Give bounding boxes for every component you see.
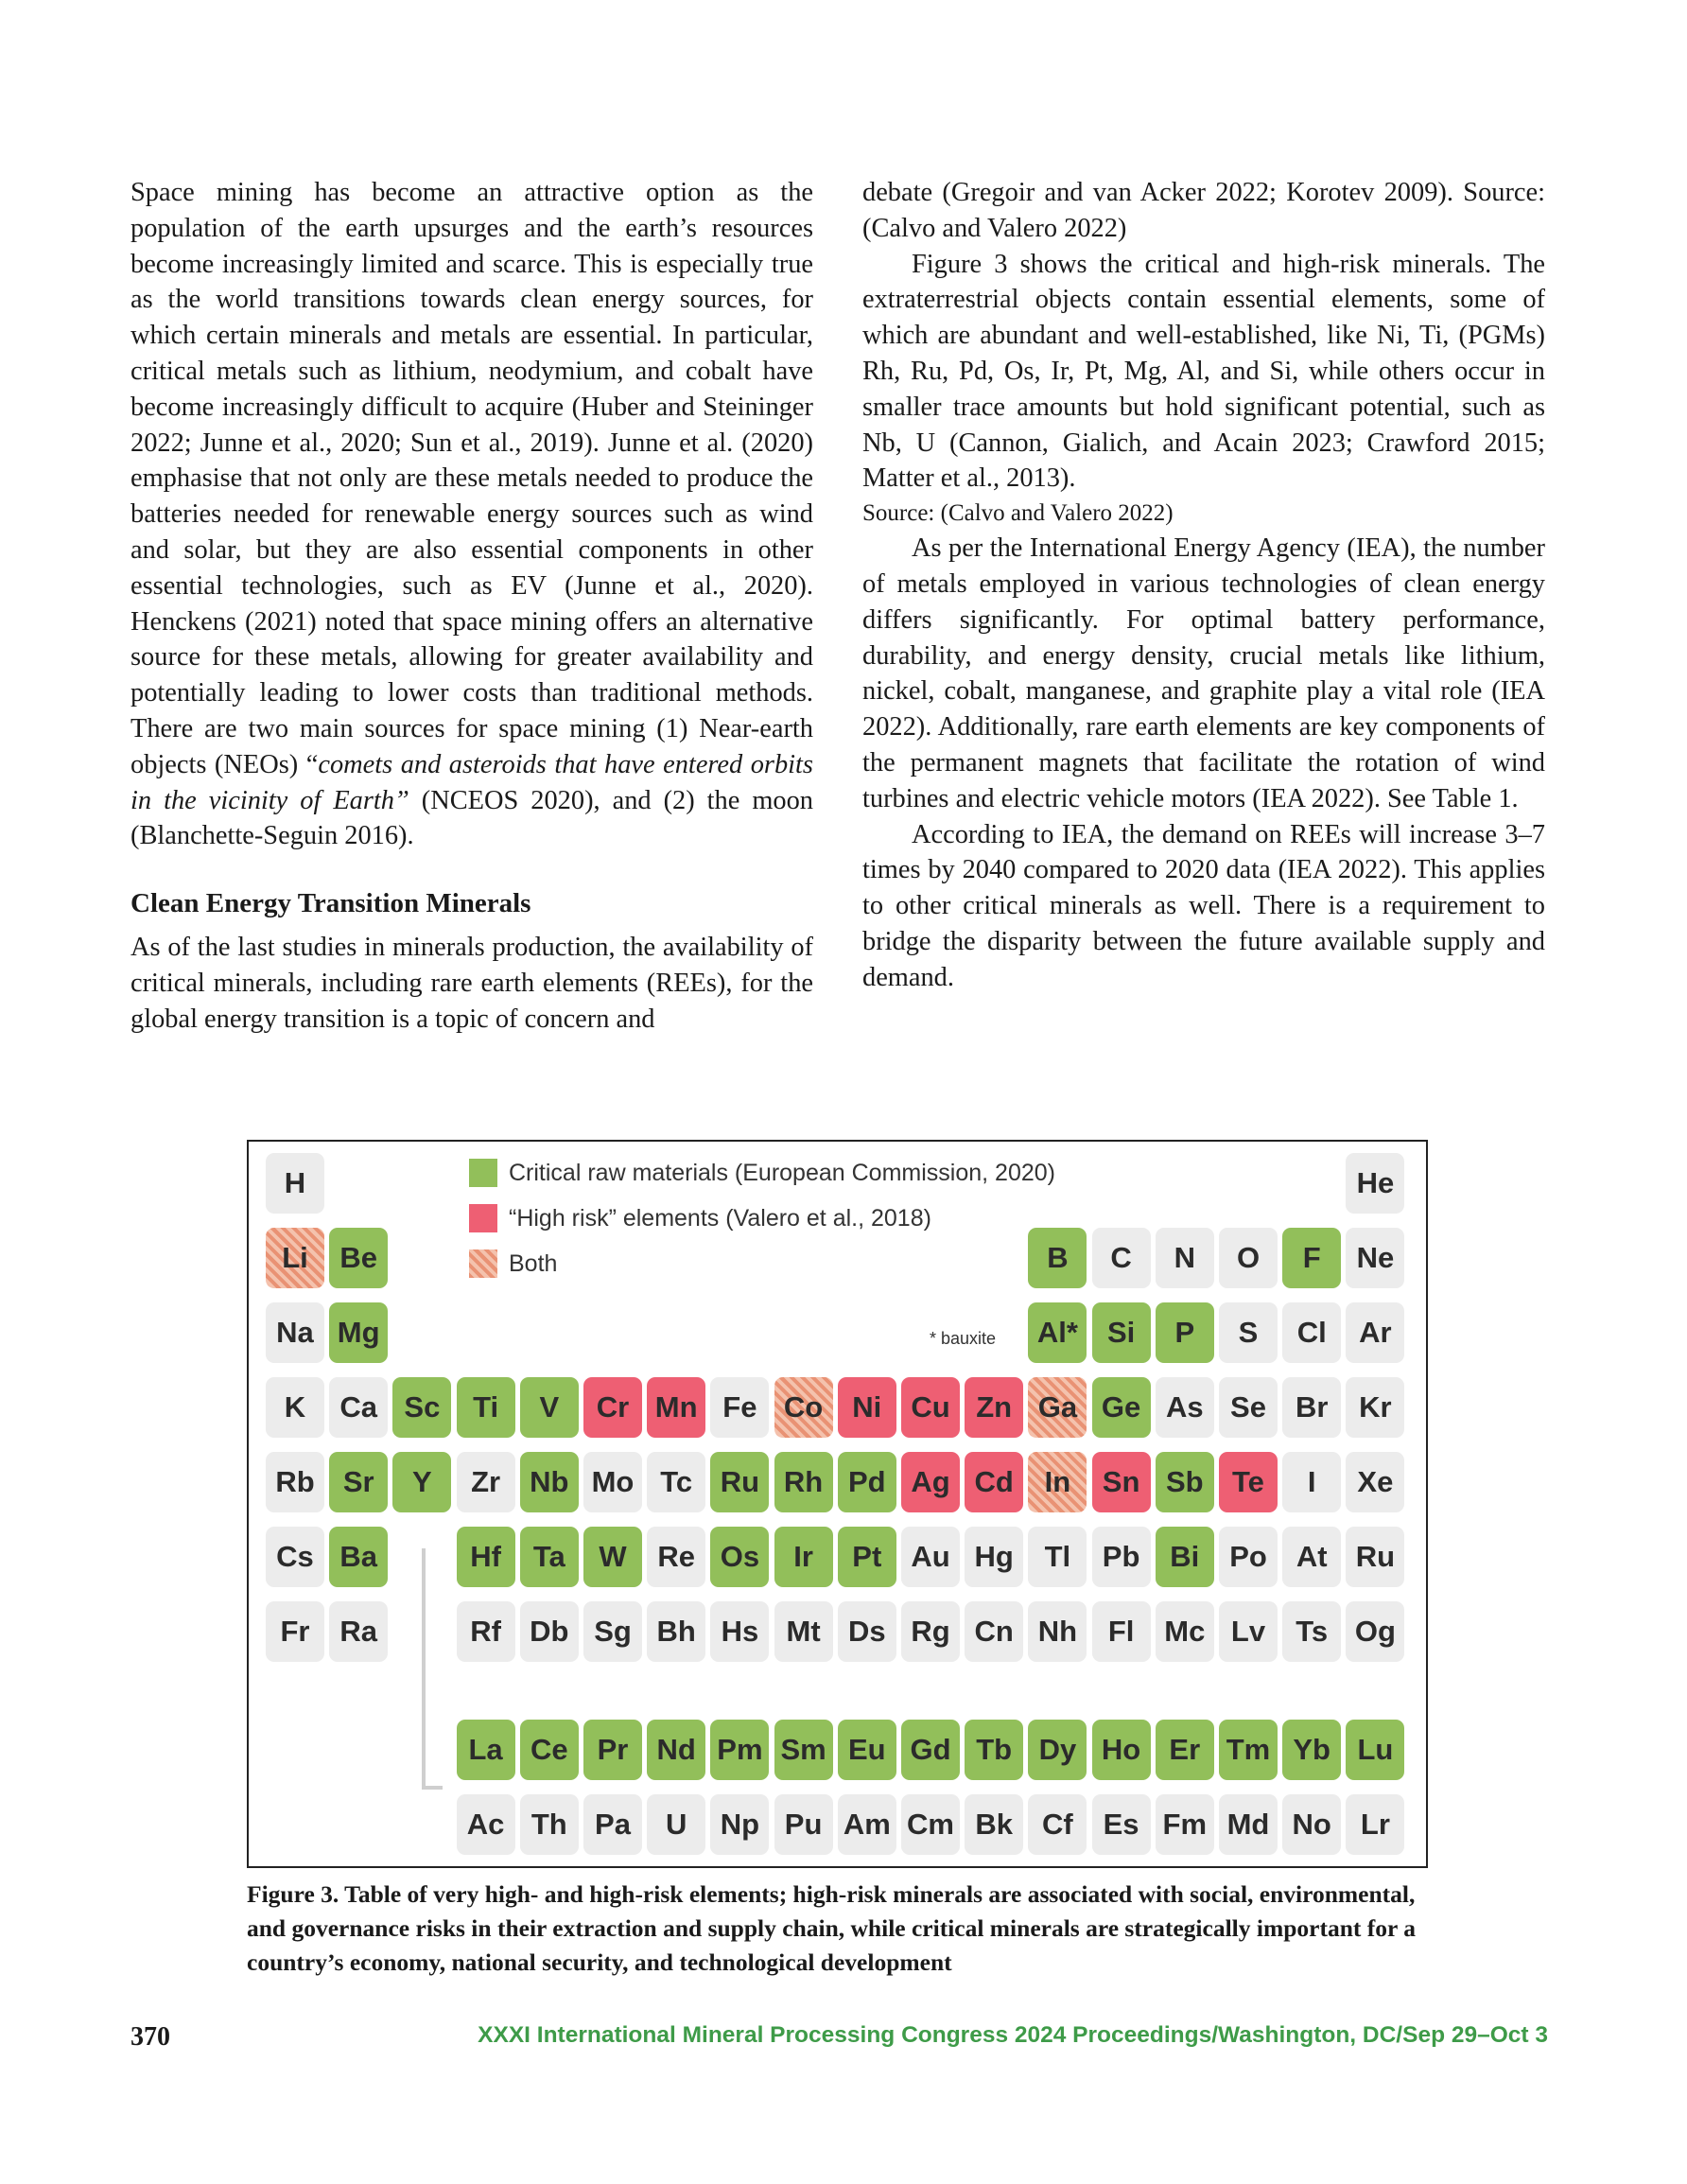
element-cell: Pa (583, 1794, 642, 1855)
right-paragraph-3: As per the International Energy Agency (IEA), the number of metals employed in various technologies of clean energy differs significantly. For optimal battery performance, durability, and energy density, crucial metals like lithium, nickel, cobalt, manganese, and graphite play a vital role (IEA 2022). Additionally, rare earth elements are key components of the permanent magnets that facilitate the rotation of wind turbines and electric vehicle motors (IEA 2022). See Table 1. (862, 533, 1545, 813)
element-cell: Fl (1092, 1601, 1151, 1662)
element-cell: Ne (1346, 1228, 1404, 1288)
element-cell: Sg (583, 1601, 642, 1662)
element-cell: Md (1219, 1794, 1278, 1855)
element-cell: Fe (710, 1377, 769, 1438)
element-cell: Rf (457, 1601, 515, 1662)
legend-swatch-high-risk (469, 1204, 497, 1232)
element-cell: Au (901, 1527, 960, 1587)
element-cell: Tl (1028, 1527, 1087, 1587)
element-cell: Ce (520, 1720, 579, 1780)
element-cell: Mo (583, 1452, 642, 1512)
element-cell: Cl (1282, 1302, 1341, 1363)
periodic-table-figure (247, 1140, 1428, 1868)
element-cell: Ta (520, 1527, 579, 1587)
element-cell: Bi (1156, 1527, 1214, 1587)
element-cell: Cm (901, 1794, 960, 1855)
element-cell: Tm (1219, 1720, 1278, 1780)
element-cell: Ba (329, 1527, 388, 1587)
element-cell: Th (520, 1794, 579, 1855)
element-cell: Co (774, 1377, 833, 1438)
element-cell: Rh (774, 1452, 833, 1512)
legend-both-label: Both (509, 1249, 558, 1277)
element-cell: Re (647, 1527, 705, 1587)
element-cell: Gd (901, 1720, 960, 1780)
element-cell: Eu (838, 1720, 896, 1780)
left-column (130, 175, 813, 1038)
element-cell: Ru (710, 1452, 769, 1512)
element-cell: Ca (329, 1377, 388, 1438)
element-cell: Ir (774, 1527, 833, 1587)
source-note: Source: (Calvo and Valero 2022) (862, 500, 1174, 527)
element-cell: Mn (647, 1377, 705, 1438)
right-paragraph-2: Figure 3 shows the critical and high-risk minerals. The extraterrestrial objects contain essential elements, some of which are abundant and well-established, like Ni, Ti, (PGMs) Rh, Ru, Pd, Os, Ir, Pt, Mg, Al, and Si, while others occur in smaller trace amounts but hold significant potential, such as Nb, U (Cannon, Gialich, and Acain 2023; Crawford 2015; Matter et al., 2013). (862, 249, 1545, 494)
element-cell: As (1156, 1377, 1214, 1438)
element-cell: Cd (965, 1452, 1023, 1512)
element-cell: F (1282, 1228, 1341, 1288)
legend-both (469, 1248, 557, 1280)
element-cell: Tc (647, 1452, 705, 1512)
element-cell: Lu (1346, 1720, 1404, 1780)
element-cell: Kr (1346, 1377, 1404, 1438)
element-cell: Es (1092, 1794, 1151, 1855)
legend-swatch-critical (469, 1159, 497, 1187)
element-cell: Na (266, 1302, 324, 1363)
element-cell: O (1219, 1228, 1278, 1288)
element-cell: Ag (901, 1452, 960, 1512)
element-cell: Se (1219, 1377, 1278, 1438)
element-cell: Ru (1346, 1527, 1404, 1587)
element-cell: At (1282, 1527, 1341, 1587)
element-cell: B (1028, 1228, 1087, 1288)
element-cell: Ti (457, 1377, 515, 1438)
element-cell: Sr (329, 1452, 388, 1512)
left-paragraph-1 (130, 175, 813, 854)
neo-definition-quote: comets and asteroids that have entered orbits in the vicinity of Earth” (130, 749, 813, 815)
element-cell: Mg (329, 1302, 388, 1363)
element-cell: Am (838, 1794, 896, 1855)
element-cell: Br (1282, 1377, 1341, 1438)
figure-caption: Figure 3. Table of very high- and high-risk elements; high-risk minerals are associated with social, environmental, and governance risks in their extraction and supply chain, while critical minerals are strategically important for a country’s economy, national security, and technological development (247, 1880, 1416, 1976)
element-cell: Po (1219, 1527, 1278, 1587)
element-cell: Fm (1156, 1794, 1214, 1855)
section-heading: Clean Energy Transition Minerals (130, 888, 531, 919)
element-cell: Nb (520, 1452, 579, 1512)
element-cell: Pt (838, 1527, 896, 1587)
element-cell: Os (710, 1527, 769, 1587)
element-cell: Hg (965, 1527, 1023, 1587)
right-column (862, 175, 1545, 996)
page-number: 370 (130, 2022, 170, 2052)
element-cell: Db (520, 1601, 579, 1662)
element-cell: Ac (457, 1794, 515, 1855)
element-cell: Sn (1092, 1452, 1151, 1512)
element-cell: Ga (1028, 1377, 1087, 1438)
legend-critical-label: Critical raw materials (European Commission, 2020) (509, 1159, 1055, 1186)
element-cell: Nd (647, 1720, 705, 1780)
lanthanide-bracket (422, 1548, 426, 1790)
element-cell: Sb (1156, 1452, 1214, 1512)
element-cell: Er (1156, 1720, 1214, 1780)
element-cell: Mt (774, 1601, 833, 1662)
element-cell: Ds (838, 1601, 896, 1662)
element-cell: Og (1346, 1601, 1404, 1662)
element-cell: Cs (266, 1527, 324, 1587)
element-cell: C (1092, 1228, 1151, 1288)
element-cell: Pu (774, 1794, 833, 1855)
legend-high-risk (469, 1202, 931, 1234)
element-cell: Al* (1028, 1302, 1087, 1363)
element-cell: Np (710, 1794, 769, 1855)
element-cell: U (647, 1794, 705, 1855)
element-cell: N (1156, 1228, 1214, 1288)
element-cell: Cu (901, 1377, 960, 1438)
element-cell: W (583, 1527, 642, 1587)
element-cell: Pb (1092, 1527, 1151, 1587)
element-cell: P (1156, 1302, 1214, 1363)
lanthanide-bracket-foot (422, 1786, 443, 1790)
left-paragraph-1-text: Space mining has become an attractive option as the population of the earth upsurges and the earth’s resources become increasingly limited and scarce. This is especially true as the world transitions towards clean energy sources, for which certain minerals and metals are essential. In particular, critical metals such as lithium, neodymium, and cobalt have become increasingly difficult to acquire (Huber and Steininger 2022; Junne et al., 2020; Sun et al., 2019). Junne et al. (2020) emphasise that not only are these metals needed to produce the batteries needed for renewable energy sources such as wind and solar, but they are also essential components in other essential technologies, such as EV (Junne et al., 2020). Henckens (2021) noted that space mining offers an alternative source for these metals, allowing for greater availability and potentially leading to lower costs than traditional methods. There are two main sources for space mining (1) Near-earth objects (NEOs) “ (130, 178, 813, 779)
element-cell: Be (329, 1228, 388, 1288)
element-cell: Bk (965, 1794, 1023, 1855)
element-cell: Ni (838, 1377, 896, 1438)
element-cell: He (1346, 1153, 1404, 1214)
element-cell: Xe (1346, 1452, 1404, 1512)
element-cell: Li (266, 1228, 324, 1288)
element-cell: Dy (1028, 1720, 1087, 1780)
element-cell: Hf (457, 1527, 515, 1587)
element-cell: In (1028, 1452, 1087, 1512)
legend-swatch-both (469, 1249, 497, 1278)
element-cell: Rb (266, 1452, 324, 1512)
element-cell: Yb (1282, 1720, 1341, 1780)
element-cell: Y (392, 1452, 451, 1512)
element-cell: Zn (965, 1377, 1023, 1438)
element-cell: Mc (1156, 1601, 1214, 1662)
element-cell: Ho (1092, 1720, 1151, 1780)
journal-title: XXXI International Mineral Processing Congress 2024 Proceedings/Washington, DC/Sep 29–Oct 3 (478, 2022, 1548, 2048)
right-paragraph-4: According to IEA, the demand on REEs will increase 3–7 times by 2040 compared to 2020 data (IEA 2022). This applies to other critical minerals as well. There is a requirement to bridge the disparity between the future available supply and demand. (862, 819, 1545, 992)
legend-high-risk-label: “High risk” elements (Valero et al., 2018) (509, 1204, 931, 1232)
element-cell: I (1282, 1452, 1341, 1512)
element-cell: La (457, 1720, 515, 1780)
element-cell: Tb (965, 1720, 1023, 1780)
left-paragraph-2: As of the last studies in minerals production, the availability of critical minerals, including rare earth elements (REEs), for the global energy transition is a topic of concern and (130, 933, 813, 1034)
element-cell: Si (1092, 1302, 1151, 1363)
element-cell: V (520, 1377, 579, 1438)
element-cell: Sc (392, 1377, 451, 1438)
element-cell: Ra (329, 1601, 388, 1662)
legend-critical (469, 1157, 1055, 1189)
element-cell: S (1219, 1302, 1278, 1363)
element-cell: Cf (1028, 1794, 1087, 1855)
element-cell: Ts (1282, 1601, 1341, 1662)
element-cell: K (266, 1377, 324, 1438)
element-cell: Ge (1092, 1377, 1151, 1438)
element-cell: Bh (647, 1601, 705, 1662)
element-cell: Pr (583, 1720, 642, 1780)
element-cell: Cr (583, 1377, 642, 1438)
right-paragraph-1: debate (Gregoir and van Acker 2022; Korotev 2009). Source: (Calvo and Valero 2022) (862, 178, 1545, 243)
left-paragraph-1-text-end: (NCEOS 2020), and (2) the moon (Blanchette-Seguin 2016). (130, 785, 813, 851)
element-cell: No (1282, 1794, 1341, 1855)
element-cell: Hs (710, 1601, 769, 1662)
element-cell: Cn (965, 1601, 1023, 1662)
element-cell: Rg (901, 1601, 960, 1662)
element-cell: Pm (710, 1720, 769, 1780)
element-cell: Pd (838, 1452, 896, 1512)
element-cell: Fr (266, 1601, 324, 1662)
element-cell: Zr (457, 1452, 515, 1512)
bauxite-note: * bauxite (930, 1329, 997, 1348)
element-cell: Te (1219, 1452, 1278, 1512)
element-cell: H (266, 1153, 324, 1214)
element-cell: Ar (1346, 1302, 1404, 1363)
element-cell: Lr (1346, 1794, 1404, 1855)
element-cell: Nh (1028, 1601, 1087, 1662)
element-cell: Lv (1219, 1601, 1278, 1662)
element-cell: Sm (774, 1720, 833, 1780)
